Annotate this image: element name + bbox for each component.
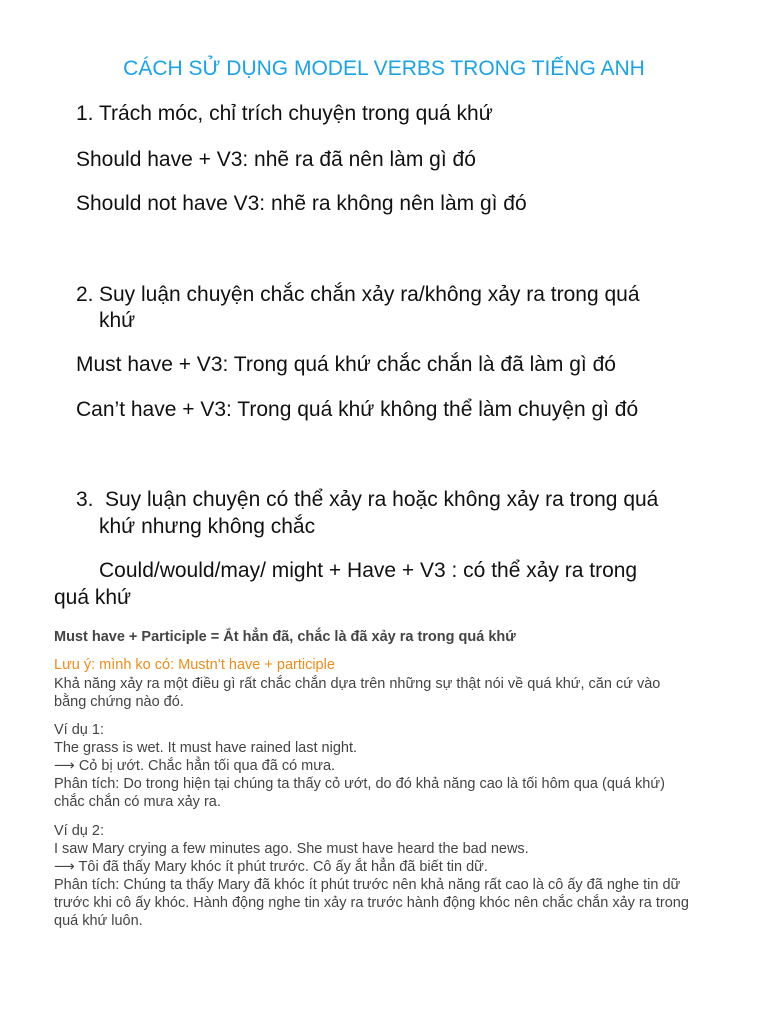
example-1-label: Ví dụ 1: xyxy=(54,722,104,738)
section-1-line-1: Should have + V3: nhẽ ra đã nên làm gì đó xyxy=(76,148,476,171)
section-1-line-2: Should not have V3: nhẽ ra không nên làm gì đó xyxy=(76,192,527,215)
section-2-number: 2. xyxy=(76,283,94,306)
page-title: CÁCH SỬ DỤNG MODEL VERBS TRONG TIẾNG ANH xyxy=(123,57,645,80)
example-1-english: The grass is wet. It must have rained last night. xyxy=(54,740,358,756)
detail-desc-line-2: bằng chứng nào đó. xyxy=(54,694,184,710)
section-1-number: 1. xyxy=(76,102,94,125)
section-3-heading-line-2: khứ nhưng không chắc xyxy=(99,515,316,538)
section-3-heading-line-1: Suy luận chuyện có thể xảy ra hoặc không xảy ra trong quá xyxy=(105,488,659,511)
section-2-line-2: Can’t have + V3: Trong quá khứ không thể làm chuyện gì đó xyxy=(76,398,639,421)
example-2-analysis-line-1: Phân tích: Chúng ta thấy Mary đã khóc ít phút trước nên khả năng rất cao là cô ấy đã nghe tin dữ xyxy=(54,877,681,893)
section-3-number: 3. xyxy=(76,488,94,511)
section-2-line-1: Must have + V3: Trong quá khứ chắc chắn là đã làm gì đó xyxy=(76,353,616,376)
section-3-line-2: quá khứ xyxy=(54,586,132,609)
section-1-heading: Trách móc, chỉ trích chuyện trong quá khứ xyxy=(99,102,493,125)
example-1-analysis-line-1: Phân tích: Do trong hiện tại chúng ta thấy cỏ ướt, do đó khả năng cao là tối hôm qua (quá khứ) xyxy=(54,776,665,792)
section-3-line-1: Could/would/may/ might + Have + V3 : có thể xảy ra trong xyxy=(99,559,638,582)
detail-note: Lưu ý: mình ko có: Mustn’t have + participle xyxy=(54,657,335,673)
example-1-translation: ⟶ Cỏ bị ướt. Chắc hẳn tối qua đã có mưa. xyxy=(54,758,336,774)
example-2-analysis-line-3: quá khứ luôn. xyxy=(54,913,143,929)
detail-bold-heading: Must have + Participle = Ắt hẳn đã, chắc là đã xảy ra trong quá khứ xyxy=(54,629,516,645)
detail-desc-line-1: Khả năng xảy ra một điều gì rất chắc chắn dựa trên những sự thật nói về quá khứ, căn cứ vào xyxy=(54,676,661,692)
example-1-analysis-line-2: chắc chắn có mưa xảy ra. xyxy=(54,794,221,810)
example-2-analysis-line-2: trước khi cô ấy khóc. Hành động nghe tin xảy ra trước hành động khóc nên chắc chắn xảy ra trong xyxy=(54,895,689,911)
section-2-heading-line-1: Suy luận chuyện chắc chắn xảy ra/không xảy ra trong quá xyxy=(99,283,640,306)
section-2-heading-line-2: khứ xyxy=(99,309,136,332)
example-2-label: Ví dụ 2: xyxy=(54,823,104,839)
example-2-english: I saw Mary crying a few minutes ago. She must have heard the bad news. xyxy=(54,841,529,857)
example-2-translation: ⟶ Tôi đã thấy Mary khóc ít phút trước. Cô ấy ắt hẳn đã biết tin dữ. xyxy=(54,859,488,875)
